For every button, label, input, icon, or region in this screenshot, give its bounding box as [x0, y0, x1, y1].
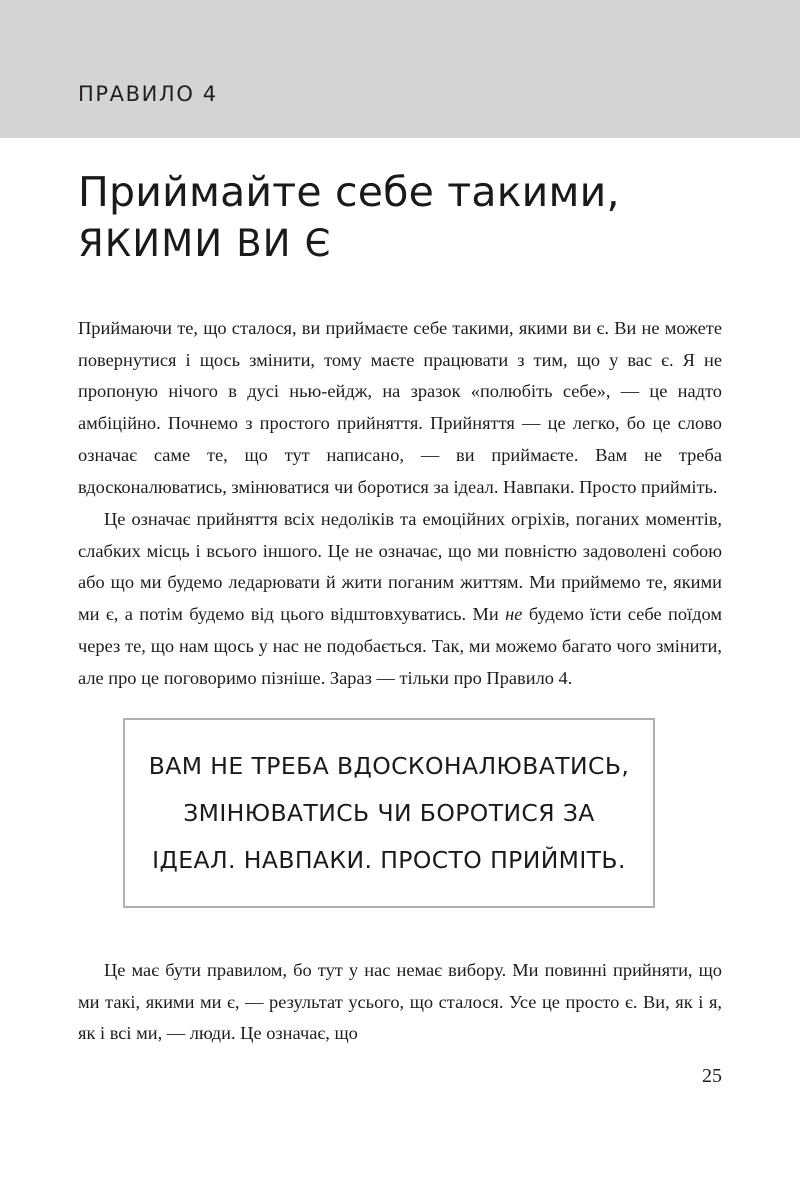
chapter-header-band: [0, 0, 800, 138]
body-paragraph-1: Приймаючи те, що сталося, ви приймаєте себе такими, якими ви є. Ви не можете повернутися і щось змінити, тому маєте працювати з тим, що у вас є. Я не пропоную нічого в дусі нью-ейдж, на зразок «полюбіть себе», — це надто амбіційно. Почнемо з простого прийняття. Прийняття — це легко, бо це слово означає саме те, що тут написано, — ви приймаєте. Вам не треба вдосконалюватись, змінюватися чи боротися за ідеал. Навпаки. Просто прийміть.: [78, 318, 722, 497]
chapter-title-line-2: ЯКИМИ ВИ Є: [78, 222, 332, 265]
chapter-title: [78, 166, 738, 270]
paragraph-2-emphasis: не: [505, 604, 523, 625]
body-paragraph-2: [78, 504, 722, 694]
pull-quote-line-2: ЗМІНЮВАТИСЬ ЧИ БОРОТИСЯ ЗА: [183, 798, 595, 827]
pull-quote-box: [123, 718, 655, 908]
paragraph-2-text-before-emphasis: Це означає прийняття всіх недоліків та емоційних огріхів, поганих моментів, слабких місць і всього іншого. Це не означає, що ми повністю задоволені собою або що ми будемо ледарювати й жити поганим життям. Ми приймемо те, якими ми є, а потім будемо від цього відштовхуватись. Ми: [78, 509, 722, 625]
paragraph-2-text-after-emphasis: будемо їсти себе поїдом через те, що нам щось у нас не подобається. Так, ми можемо багато чого змінити, але про це поговоримо пізніше. Зараз — тільки про Правило 4.: [78, 604, 723, 688]
chapter-title-line-1: Приймайте себе такими,: [78, 168, 620, 216]
body-paragraph-1-container: [78, 313, 722, 503]
page-number: 25: [702, 1065, 722, 1087]
body-paragraph-3-container: [78, 955, 722, 1050]
pull-quote-line-3: ІДЕАЛ. НАВПАКИ. ПРОСТО ПРИЙМІТЬ.: [152, 845, 626, 874]
rule-number-label: ПРАВИЛО 4: [78, 82, 218, 106]
body-paragraph-2-container: [78, 504, 722, 694]
body-paragraph-3: Це має бути правилом, бо тут у нас немає вибору. Ми повинні прийняти, що ми такі, якими ми є, — результат усього, що сталося. Усе це просто є. Ви, як і я, як і всі ми, — люди. Це означає, що: [78, 960, 722, 1044]
pull-quote-line-1: ВАМ НЕ ТРЕБА ВДОСКОНАЛЮВАТИСЬ,: [148, 751, 630, 780]
